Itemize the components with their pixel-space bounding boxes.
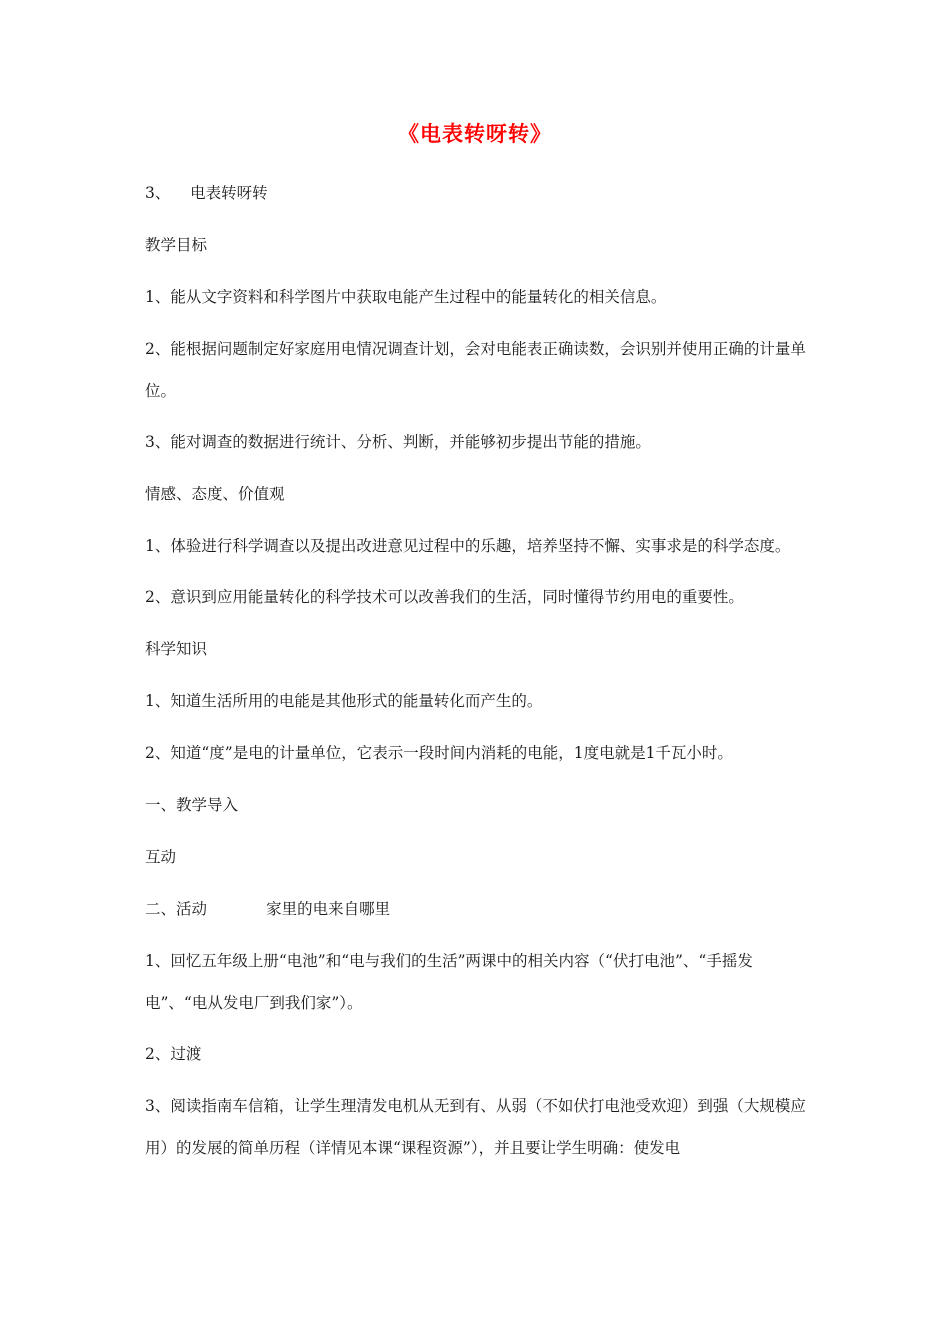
interaction-label: 互动 <box>145 848 177 866</box>
knowledge-item-2: 2、知道“度”是电的计量单位，它表示一段时间内消耗的电能，1度电就是1千瓦小时。 <box>145 744 733 762</box>
subheading-attitude: 情感、态度、价值观 <box>145 485 285 503</box>
attitude-item-1: 1、体验进行科学调查以及提出改进意见过程中的乐趣，培养坚持不懈、实事求是的科学态度。 <box>145 537 791 555</box>
document-title: 《电表转呀转》 <box>398 121 552 146</box>
section-intro: 一、教学导入 <box>145 796 239 814</box>
goal-item-1: 1、能从文字资料和科学图片中获取电能产生过程中的能量转化的相关信息。 <box>145 288 667 306</box>
attitude-item-2: 2、意识到应用能量转化的科学技术可以改善我们的生活，同时懂得节约用电的重要性。 <box>145 588 744 606</box>
subheading-teaching-goals: 教学目标 <box>145 236 208 254</box>
activity-item-3: 3、阅读指南车信箱，让学生理清发电机从无到有、从弱（不如伏打电池受欢迎）到强（大规模应用）的发展的简单历程（详情见本课“课程资源”），并且要让学生明确：使发电 <box>145 1097 806 1157</box>
goal-item-3: 3、能对调查的数据进行统计、分析、判断，并能够初步提出节能的措施。 <box>145 433 651 451</box>
knowledge-item-1: 1、知道生活所用的电能是其他形式的能量转化而产生的。 <box>145 692 543 710</box>
section-activity: 二、活动 家里的电来自哪里 <box>145 900 391 918</box>
activity-item-1: 1、回忆五年级上册“电池”和“电与我们的生活”两课中的相关内容（“伏打电池”、“手摇发电”、“电从发电厂到我们家”）。 <box>145 952 753 1012</box>
subheading-knowledge: 科学知识 <box>145 640 208 658</box>
activity-item-2: 2、过渡 <box>145 1045 202 1063</box>
goal-item-2: 2、能根据问题制定好家庭用电情况调查计划，会对电能表正确读数，会识别并使用正确的计量单位。 <box>145 340 806 400</box>
section-heading: 3、 电表转呀转 <box>145 184 268 202</box>
document-body <box>145 172 810 1178</box>
